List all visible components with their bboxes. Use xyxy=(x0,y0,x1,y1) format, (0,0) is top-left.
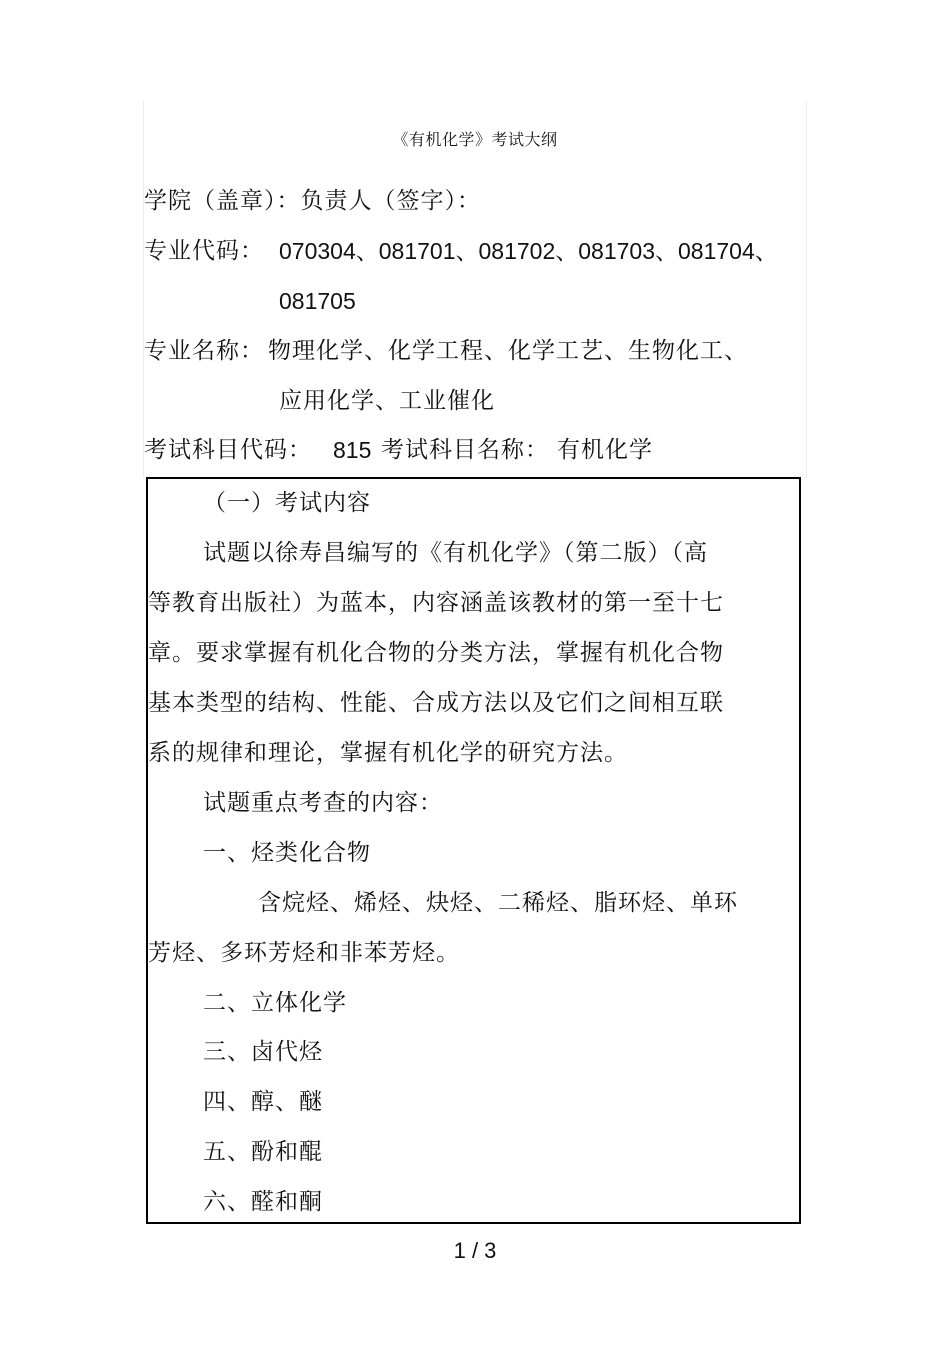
document-title: 《有机化学》考试大纲 xyxy=(392,130,558,149)
major-code-label: 专业代码： xyxy=(144,238,264,264)
page-edge-left xyxy=(143,100,144,478)
major-codes-line2: 081705 xyxy=(279,288,356,314)
subject-name: 有机化学 xyxy=(557,437,653,463)
list-item: 五、酚和醌 xyxy=(203,1139,323,1165)
paragraph-line: 试题以徐寿昌编写的《有机化学》（第二版）（高 xyxy=(203,540,708,566)
paragraph-line: 等教育出版社）为蓝本，内容涵盖该教材的第一至十七 xyxy=(148,590,724,616)
college-line: 学院（盖章）：负责人（签字）： xyxy=(144,188,481,214)
item1-detail-line2: 芳烃、多环芳烃和非苯芳烃。 xyxy=(148,940,460,966)
list-item: 四、醇、醚 xyxy=(203,1089,323,1115)
list-item: 一、烃类化合物 xyxy=(203,840,371,866)
major-names-line1: 物理化学、化学工程、化学工艺、生物化工、 xyxy=(268,338,748,364)
section-heading: （一）考试内容 xyxy=(203,490,371,516)
list-item: 二、立体化学 xyxy=(203,990,347,1016)
list-item: 三、卤代烃 xyxy=(203,1039,323,1065)
page-number: 1 / 3 xyxy=(453,1238,497,1263)
item1-detail-line1: 含烷烃、烯烃、炔烃、二稀烃、脂环烃、单环 xyxy=(258,890,738,916)
paragraph-line: 章。要求掌握有机化合物的分类方法，掌握有机化合物 xyxy=(148,640,724,666)
subject-code: 815 xyxy=(333,437,372,463)
paragraph-line: 系的规律和理论，掌握有机化学的研究方法。 xyxy=(148,740,628,766)
major-codes-line1: 070304、081701、081702、081703、081704、 xyxy=(279,238,778,264)
focus-intro: 试题重点考查的内容： xyxy=(203,790,443,816)
major-name-label: 专业名称： xyxy=(144,338,264,364)
subject-name-label: 考试科目名称： xyxy=(381,437,549,463)
subject-code-label: 考试科目代码： xyxy=(144,437,312,463)
paragraph-line: 基本类型的结构、性能、合成方法以及它们之间相互联 xyxy=(148,690,724,716)
page-edge-right xyxy=(806,100,807,478)
list-item: 六、醛和酮 xyxy=(203,1189,323,1215)
major-names-line2: 应用化学、工业催化 xyxy=(279,388,495,414)
